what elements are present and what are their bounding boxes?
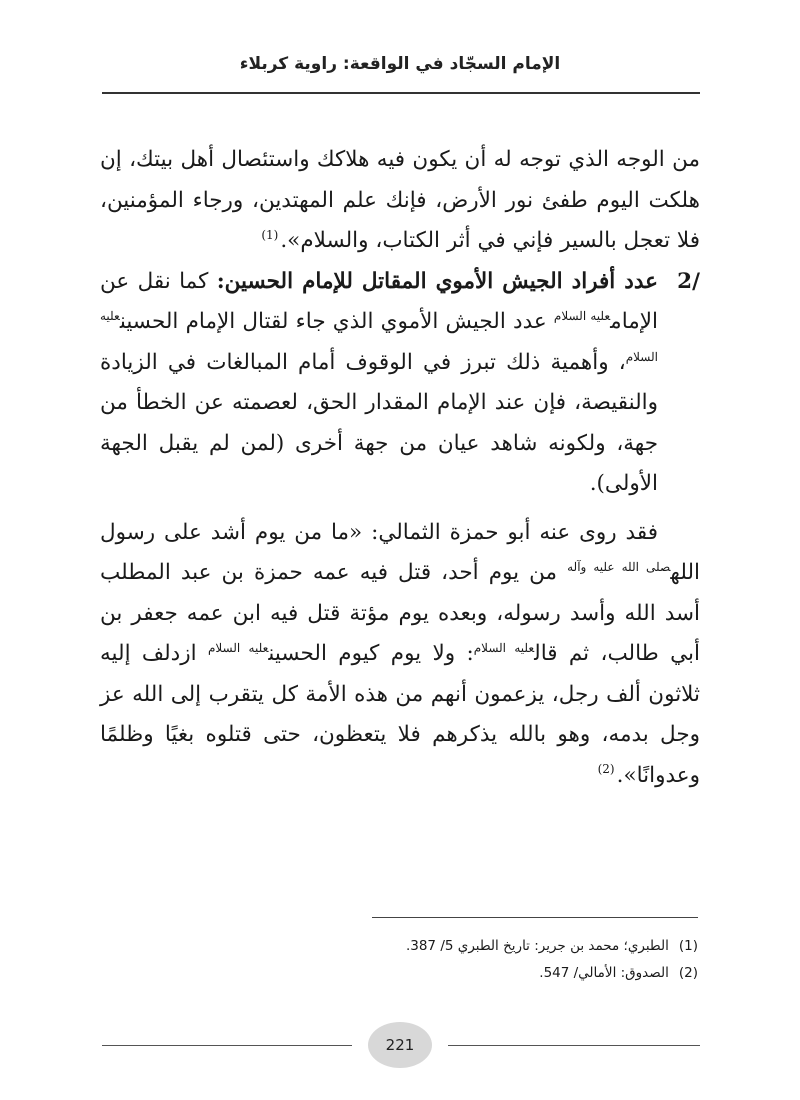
footer-rule-left bbox=[102, 1045, 352, 1046]
item-text-3: ، وأهمية ذلك تبرز في الوقوف أمام المبالغات في الزيادة والنقيصة، فإن عند الإمام المقدار الحق، لعصمته عن الخطأ من جهة، ولكونه شاهد عيان من جهة أخرى (لمن لم يقبل الجهة الأولى). bbox=[100, 349, 658, 496]
footnote-1 bbox=[300, 933, 698, 960]
paragraph-3 bbox=[100, 513, 700, 797]
page-number-badge: 221 bbox=[368, 1022, 432, 1068]
item-text-2: عدد الجيش الأموي الذي جاء لقتال الإمام الحسين bbox=[119, 309, 554, 334]
paragraph-1-text: من الوجه الذي توجه له أن يكون فيه هلاكك واستئصال أهل بيتك، إن هلكت اليوم طفئ نور الأرض، فإنك علم المهتدين، ورجاء المؤمنين، فلا تعجل بالسير فإني في أثر الكتاب، والسلام». bbox=[100, 147, 700, 253]
footnote-ref-2[interactable]: (2) bbox=[597, 762, 615, 777]
item-text-1: كما نقل عن الإمام bbox=[100, 268, 658, 334]
paragraph-3-seg-3: : ولا يوم كيوم الحسين bbox=[268, 641, 474, 666]
footnote-text: الطبري؛ محمد بن جرير: تاريخ الطبري 5/ 387. bbox=[405, 938, 669, 954]
footer-rule-right bbox=[448, 1045, 700, 1046]
body-text bbox=[100, 140, 700, 796]
honorific-glyph-2: عليه السلام bbox=[100, 308, 658, 364]
footnotes bbox=[300, 933, 698, 987]
paragraph-3-seg-2: من يوم أحد، قتل فيه عمه حمزة بن عبد المطلب أسد الله وأسد رسوله، وبعده يوم مؤتة قتل فيه ابن عمه جعفر بن أبي طالب، ثم قال bbox=[100, 560, 700, 666]
list-item-heading: عدد أفراد الجيش الأموي المقاتل للإمام الحسين: bbox=[216, 268, 659, 294]
paragraph-3-seg-4: ازدلف إليه ثلاثون ألف رجل، يزعمون أنهم من هذه الأمة كل يتقرب إلى الله عز وجل بدمه، وهو بالله يذكرهم فلا يتعظون، حتى قتلوه بغيًا وظلمًا وعدوانًا». bbox=[100, 641, 700, 788]
list-item-body bbox=[100, 262, 658, 505]
footnote-number: (2) bbox=[678, 965, 698, 981]
footnote-divider bbox=[372, 917, 698, 918]
honorific-glyph-1: عليه السلام bbox=[553, 308, 611, 323]
footnote-ref-1[interactable]: (1) bbox=[261, 227, 279, 242]
footnote-number: (1) bbox=[678, 938, 698, 954]
honorific-glyph-prophet: صلى الله عليه وآله bbox=[567, 559, 671, 574]
paragraph-1 bbox=[100, 140, 700, 262]
paragraph-3-seg-1: فقد روى عنه أبو حمزة الثمالي: «ما من يوم أشد على رسول الله bbox=[100, 519, 700, 585]
list-item-number: /2 bbox=[677, 268, 700, 294]
header-divider bbox=[102, 92, 700, 94]
honorific-glyph-3: عليه السلام bbox=[473, 640, 535, 655]
footnote-text: الصدوق: الأمالي/ 547. bbox=[539, 965, 669, 981]
honorific-glyph-4: عليه السلام bbox=[207, 640, 269, 655]
list-item-2 bbox=[100, 262, 700, 505]
footnote-2 bbox=[300, 960, 698, 987]
running-header-title: الإمام السجّاد في الواقعة: راوية كربلاء bbox=[239, 54, 561, 74]
